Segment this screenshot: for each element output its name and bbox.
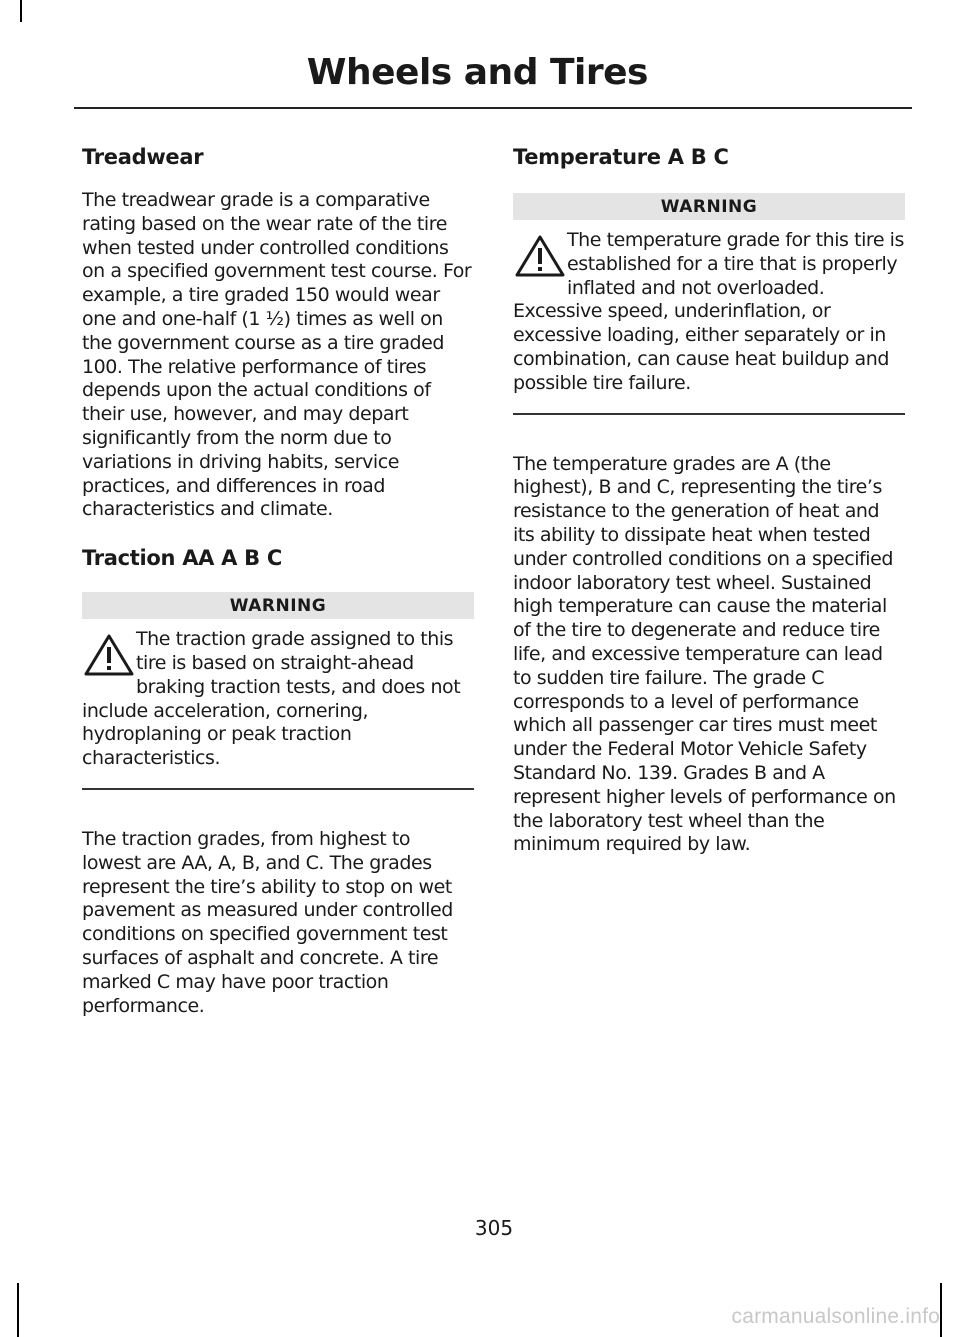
warning-divider — [82, 788, 474, 790]
temperature-paragraph: The temperature grades are A (the highest), B and C, representing the tire’s resistance to the generation of heat and its ability to dissipate heat when tested under controlled conditions on a specified indoor laboratory test wheel. Sustained high temperature can cause the material of the tire to degenerate and reduce tire life, and excessive temperature can lead to sudden tire failure. The grade C corresponds to a level of performance which all passenger car tires must meet under the Federal Motor Vehicle Safety Standard No. 139. Grades B and A represent higher levels of performance on the laboratory test wheel than the minimum required by law. — [513, 452, 896, 856]
treadwear-heading: Treadwear — [82, 145, 204, 169]
page-number: 305 — [474, 1216, 514, 1240]
traction-paragraph: The traction grades, from highest to lowest are AA, A, B, and C. The grades represent the tire’s ability to stop on wet pavement as measured under controlled conditions on specified government test surfaces of asphalt and concrete. A tire marked C may have poor traction performance. — [82, 827, 453, 1017]
temperature-heading: Temperature A B C — [513, 145, 729, 169]
warning-body — [513, 220, 905, 396]
warning-text: The temperature grade for this tire is established for a tire that is properly inflated and not overloaded. Excessive speed, underinflation, or excessive loading, either separately or in combination, can cause heat buildup and possible tire failure. — [513, 229, 904, 394]
warning-text: The traction grade assigned to this tire is based on straight-ahead braking traction tests, and does not include acceleration, cornering, hydroplaning or peak traction characteristics. — [82, 628, 461, 770]
right-column — [513, 145, 905, 857]
warning-label: WARNING — [513, 193, 905, 220]
crop-mark-top-left — [20, 0, 22, 22]
temperature-warning — [513, 193, 905, 415]
treadwear-paragraph: The treadwear grade is a comparative rating based on the wear rate of the tire when tested under controlled conditions on a specified government test course. For example, a tire graded 150 would wear one and one-half (1 ½) times as well on the government course as a tire graded 100. The relative performance of tires depends upon the actual conditions of their use, however, and may depart significantly from the norm due to variations in driving habits, service practices, and differences in road characteristics and climate. — [82, 189, 472, 521]
traction-warning — [82, 592, 474, 790]
header-divider — [74, 107, 912, 109]
left-column — [82, 145, 474, 1018]
crop-mark-bottom-right — [940, 1283, 942, 1337]
watermark: carmanualsonline.info — [731, 1305, 940, 1328]
warning-body — [82, 619, 474, 771]
crop-mark-bottom-left — [17, 1283, 19, 1337]
traction-heading: Traction AA A B C — [82, 546, 282, 571]
warning-divider — [513, 413, 905, 415]
warning-label: WARNING — [82, 592, 474, 619]
warning-triangle-icon — [513, 233, 567, 279]
page-title: Wheels and Tires — [306, 52, 648, 93]
warning-triangle-icon — [82, 632, 136, 678]
